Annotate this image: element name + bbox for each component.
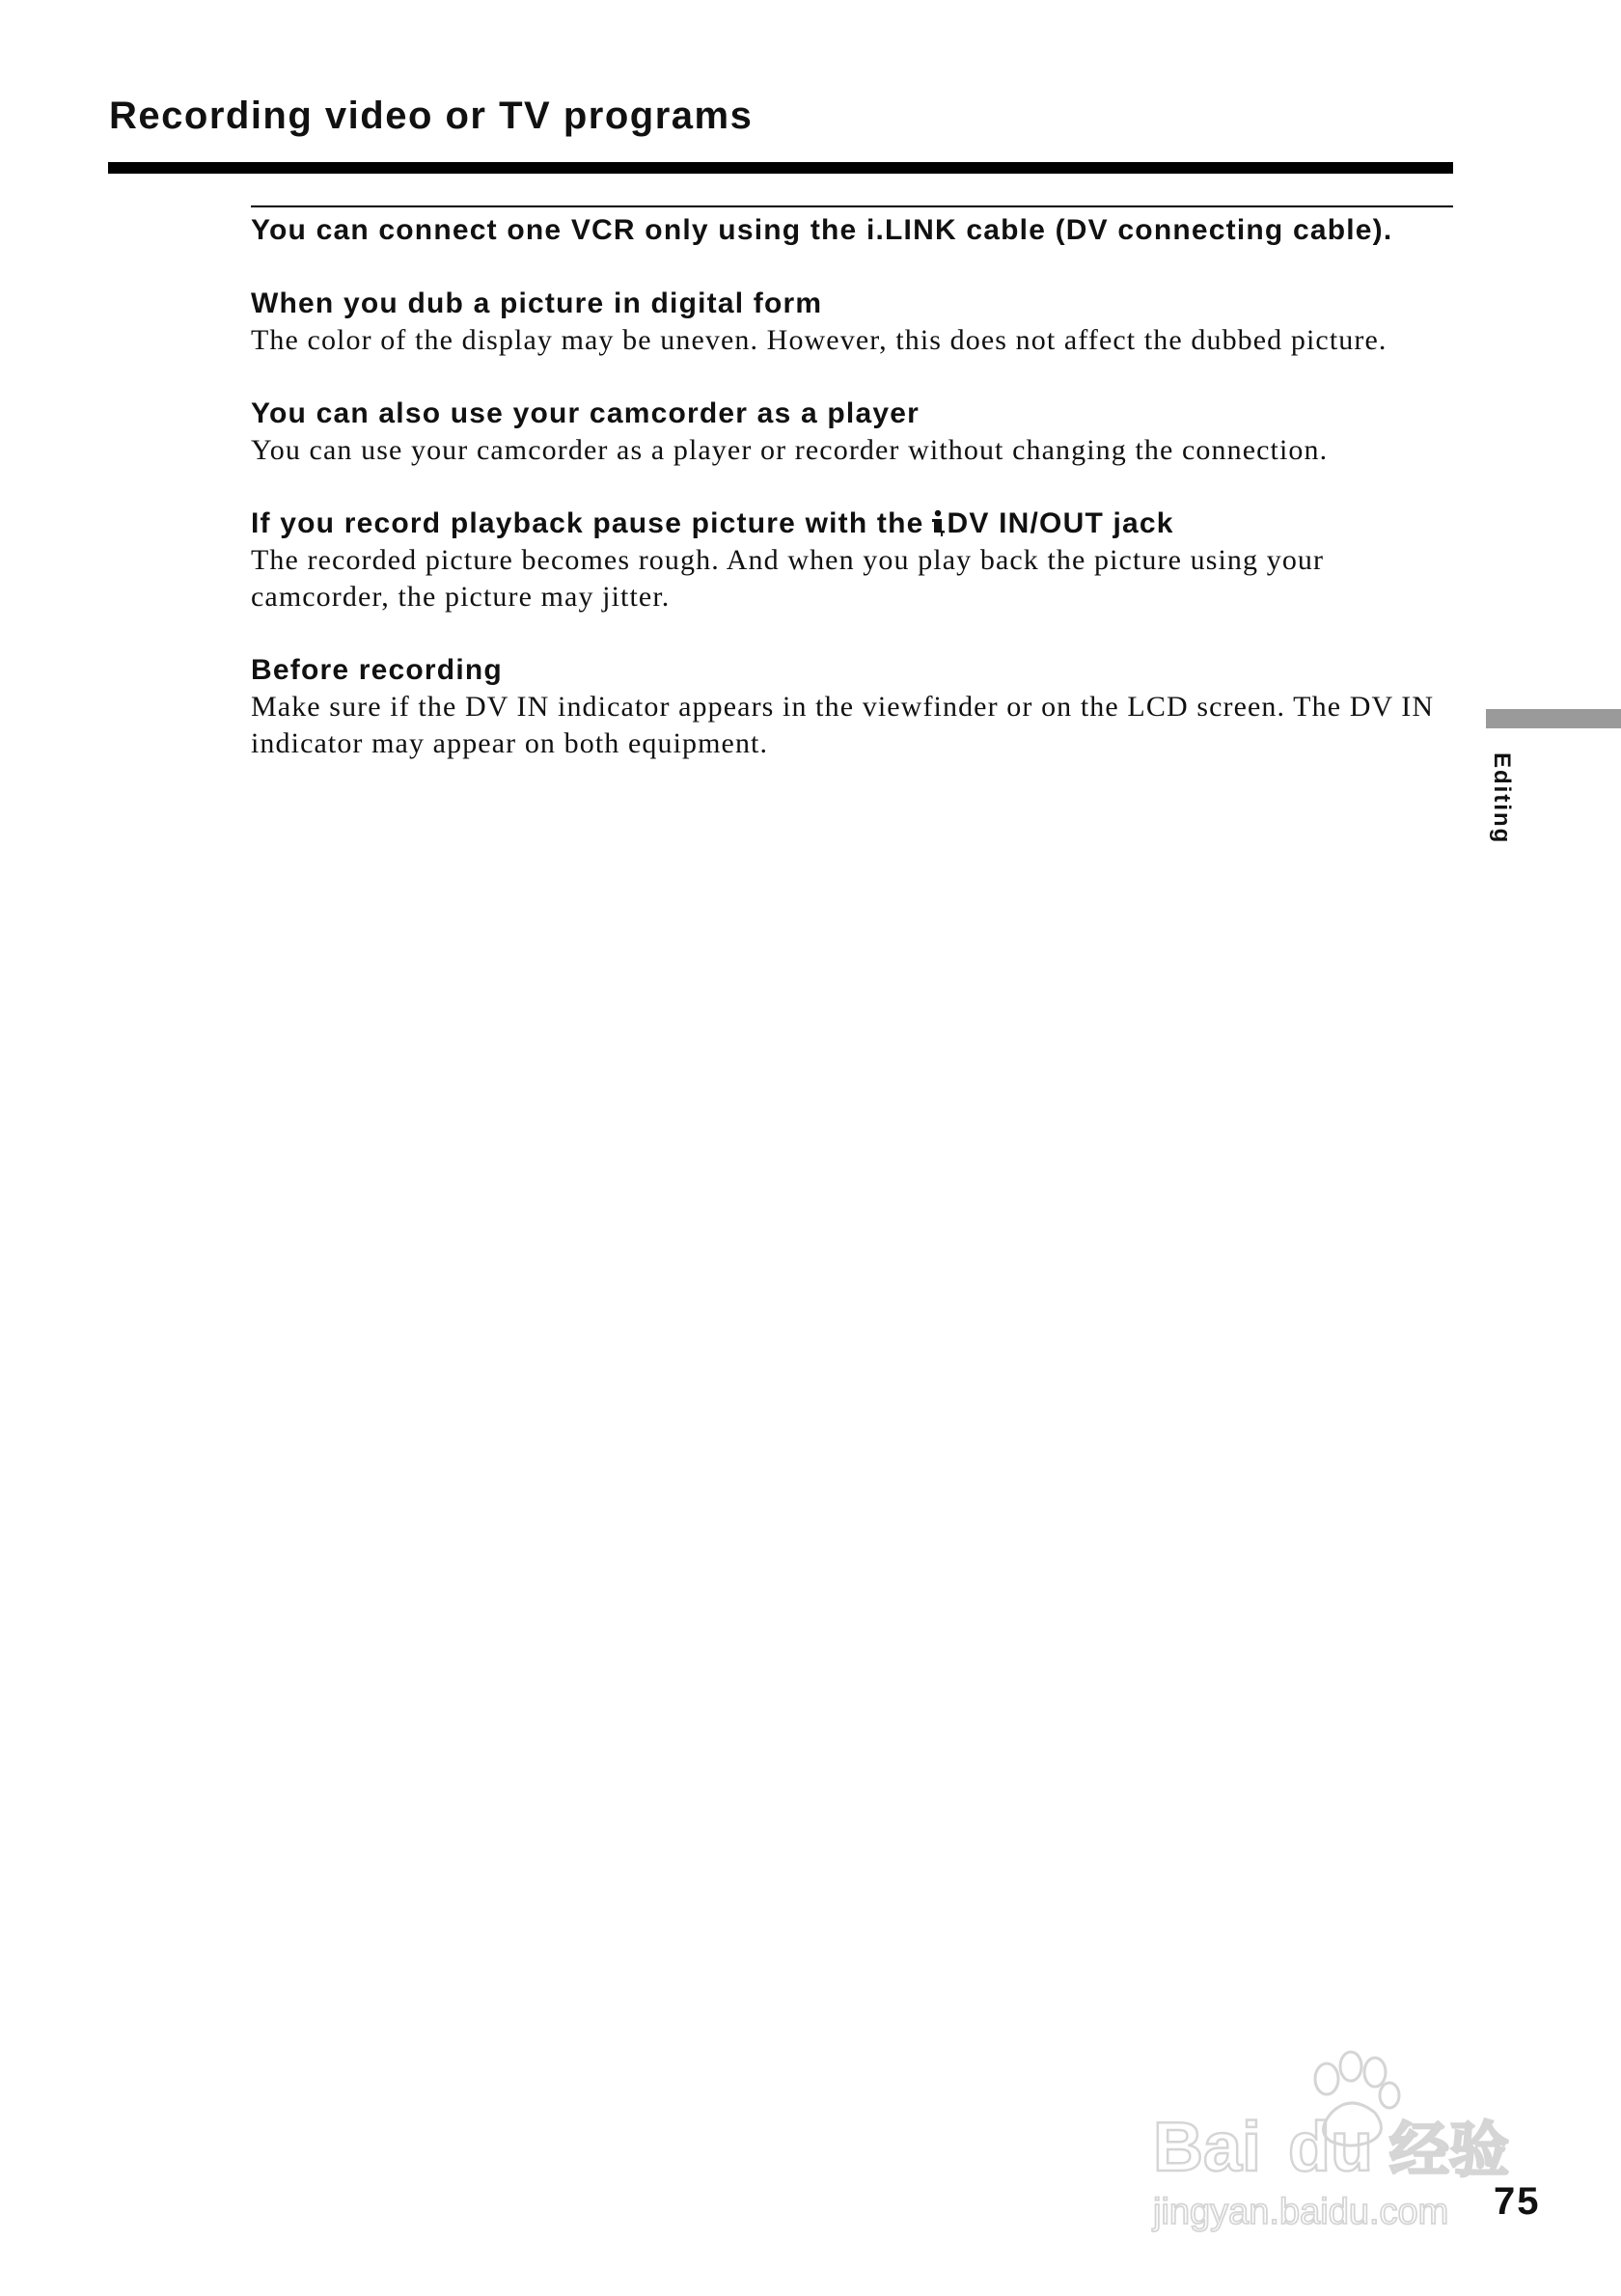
baidu-watermark [1143, 2045, 1529, 2238]
note-camcorder-player [251, 396, 1457, 469]
note-heading: When you dub a picture in digital form [251, 287, 823, 319]
title-rule [108, 162, 1453, 174]
side-tab-marker [1486, 709, 1621, 728]
notes-section [251, 212, 1457, 799]
section-rule [251, 205, 1453, 207]
note-body: The recorded picture becomes rough. And when you play back the picture using your camcorder, the picture may jitter. [251, 544, 1325, 613]
note-digital-dub [251, 286, 1457, 359]
side-tab-label: Editing [1489, 752, 1515, 845]
note-heading-part: DV IN/OUT jack [947, 507, 1174, 539]
page-number: 75 [1494, 2180, 1541, 2223]
page-title: Recording video or TV programs [109, 95, 754, 137]
note-vcr-connection [251, 212, 1457, 249]
note-body: Make sure if the DV IN indicator appears in the viewfinder or on the LCD screen. The DV IN indicator may appear on both equipment. [251, 691, 1435, 759]
note-heading: Before recording [251, 654, 503, 686]
note-heading [251, 506, 1457, 542]
svg-text:Bai: Bai [1153, 2109, 1262, 2186]
i-link-icon [930, 509, 946, 536]
note-heading: You can connect one VCR only using the i.LINK cable (DV connecting cable). [251, 214, 1393, 246]
svg-text:经验: 经验 [1389, 2118, 1510, 2184]
svg-text:du: du [1288, 2109, 1373, 2186]
note-before-recording [251, 652, 1457, 762]
note-body: The color of the display may be uneven. However, this does not affect the dubbed picture. [251, 324, 1387, 356]
note-playback-pause [251, 506, 1457, 615]
note-heading-part: If you record playback pause picture with the [251, 507, 924, 539]
note-heading: You can also use your camcorder as a player [251, 397, 920, 429]
svg-text:jingyan.baidu.com: jingyan.baidu.com [1153, 2192, 1449, 2232]
note-body: You can use your camcorder as a player or recorder without changing the connection. [251, 434, 1329, 466]
